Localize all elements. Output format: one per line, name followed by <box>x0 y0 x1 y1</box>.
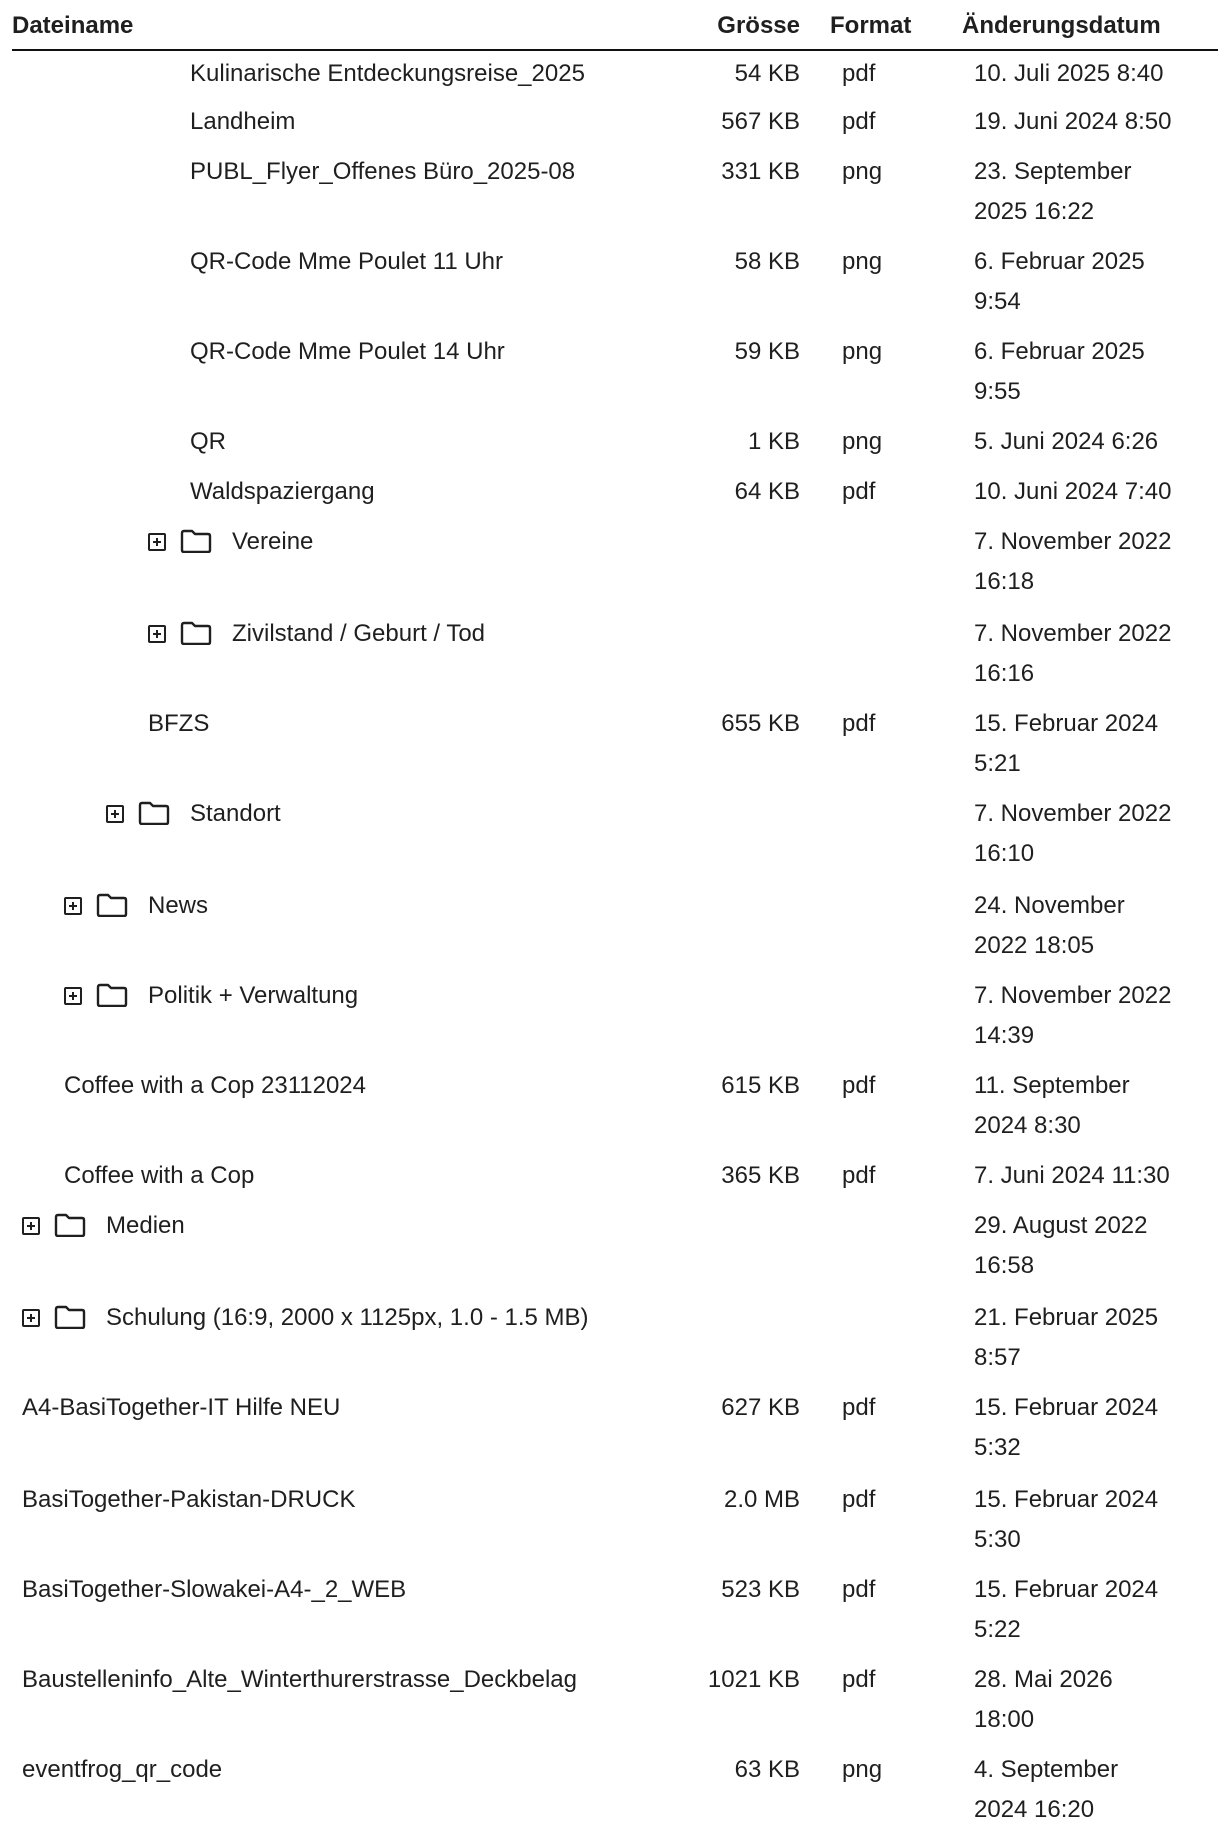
file-name[interactable]: Kulinarische Entdeckungsreise_2025 <box>190 60 585 87</box>
file-format: pdf <box>842 1576 876 1603</box>
file-size: 523 KB <box>721 1576 800 1603</box>
file-size: 63 KB <box>734 1756 800 1783</box>
file-format: png <box>842 158 883 185</box>
file-size: 2.0 MB <box>723 1486 800 1513</box>
folder-name[interactable]: Schulung (16:9, 2000 x 1125px, 1.0 - 1.5 MB) <box>106 1304 589 1331</box>
table-body <box>12 51 1218 1839</box>
table-row[interactable] <box>12 885 1218 975</box>
file-name[interactable]: BFZS <box>148 710 210 737</box>
expand-icon[interactable] <box>22 1309 40 1327</box>
table-row[interactable] <box>12 793 1218 885</box>
file-format: pdf <box>842 1072 876 1099</box>
table-row[interactable] <box>12 1479 1218 1569</box>
file-size: 655 KB <box>721 710 800 737</box>
file-format: png <box>842 338 883 365</box>
file-name[interactable]: eventfrog_qr_code <box>22 1756 223 1783</box>
file-name[interactable]: Coffee with a Cop <box>64 1162 255 1189</box>
folder-icon <box>54 1305 86 1329</box>
table-row[interactable] <box>12 1749 1218 1839</box>
file-date: 23. September 2025 16:22 <box>974 158 1132 225</box>
file-name[interactable]: BasiTogether-Slowakei-A4-_2_WEB <box>22 1576 407 1603</box>
folder-icon <box>180 529 212 553</box>
file-format: pdf <box>842 108 876 135</box>
expand-icon[interactable] <box>148 533 166 551</box>
expand-icon[interactable] <box>148 625 166 643</box>
folder-icon <box>54 1213 86 1237</box>
file-date: 7. November 2022 16:16 <box>974 620 1172 687</box>
folder-name[interactable]: News <box>148 892 209 919</box>
file-date: 7. Juni 2024 11:30 <box>974 1162 1170 1189</box>
expand-icon[interactable] <box>64 987 82 1005</box>
file-date: 19. Juni 2024 8:50 <box>974 108 1172 135</box>
table-row[interactable] <box>12 101 1218 151</box>
column-header-name[interactable]: Dateiname <box>12 12 134 39</box>
file-date: 7. November 2022 14:39 <box>974 982 1172 1049</box>
file-format: pdf <box>842 1162 876 1189</box>
file-name[interactable]: Landheim <box>190 108 296 135</box>
file-size: 615 KB <box>721 1072 800 1099</box>
expand-icon[interactable] <box>106 805 124 823</box>
file-date: 11. September 2024 8:30 <box>974 1072 1130 1139</box>
file-name[interactable]: QR-Code Mme Poulet 14 Uhr <box>190 338 505 365</box>
folder-icon <box>180 621 212 645</box>
table-header <box>12 0 1218 51</box>
file-name[interactable]: QR <box>190 428 226 455</box>
folder-name[interactable]: Vereine <box>232 528 314 555</box>
table-row[interactable] <box>12 1569 1218 1659</box>
file-format: pdf <box>842 1486 876 1513</box>
file-size: 54 KB <box>734 60 800 87</box>
file-format: pdf <box>842 710 876 737</box>
file-name[interactable]: QR-Code Mme Poulet 11 Uhr <box>190 248 504 275</box>
file-format: pdf <box>842 60 876 87</box>
file-name[interactable]: Waldspaziergang <box>190 478 375 505</box>
file-size: 58 KB <box>734 248 800 275</box>
folder-icon <box>96 983 128 1007</box>
file-name[interactable]: A4-BasiTogether-IT Hilfe NEU <box>22 1394 341 1421</box>
file-format: png <box>842 1756 883 1783</box>
file-date: 15. Februar 2024 5:21 <box>974 710 1159 777</box>
file-size: 365 KB <box>721 1162 800 1189</box>
file-format: pdf <box>842 1394 876 1421</box>
file-size: 567 KB <box>721 108 800 135</box>
file-name[interactable]: PUBL_Flyer_Offenes Büro_2025-08 <box>190 158 576 185</box>
file-size: 1 KB <box>747 428 800 455</box>
file-date: 7. November 2022 16:10 <box>974 800 1172 867</box>
table-row[interactable] <box>12 1297 1218 1387</box>
file-date: 5. Juni 2024 6:26 <box>974 428 1159 455</box>
table-row[interactable] <box>12 1659 1218 1749</box>
table-row[interactable] <box>12 421 1218 471</box>
file-date: 15. Februar 2024 5:30 <box>974 1486 1159 1553</box>
table-row[interactable] <box>12 51 1218 101</box>
table-row[interactable] <box>12 703 1218 793</box>
file-size: 64 KB <box>734 478 800 505</box>
folder-name[interactable]: Medien <box>106 1212 185 1239</box>
column-header-date[interactable]: Änderungsdatum <box>962 12 1161 39</box>
file-format: pdf <box>842 478 876 505</box>
file-date: 15. Februar 2024 5:22 <box>974 1576 1159 1643</box>
folder-name[interactable]: Standort <box>190 800 281 827</box>
file-name[interactable]: Coffee with a Cop 23112024 <box>64 1072 367 1099</box>
file-date: 6. Februar 2025 9:54 <box>974 248 1145 315</box>
table-row[interactable] <box>12 241 1218 331</box>
folder-icon <box>96 893 128 917</box>
file-name[interactable]: Baustelleninfo_Alte_Winterthurerstrasse_Deckbelag <box>22 1666 577 1693</box>
table-row[interactable] <box>12 975 1218 1065</box>
file-size: 331 KB <box>721 158 800 185</box>
file-date: 24. November 2022 18:05 <box>974 892 1125 959</box>
file-date: 10. Juli 2025 8:40 <box>974 60 1164 87</box>
file-format: pdf <box>842 1666 876 1693</box>
table-row[interactable] <box>12 151 1218 241</box>
table-row[interactable] <box>12 1205 1218 1297</box>
table-row[interactable] <box>12 1065 1218 1155</box>
table-row[interactable] <box>12 521 1218 613</box>
file-date: 10. Juni 2024 7:40 <box>974 478 1172 505</box>
file-size: 59 KB <box>734 338 800 365</box>
file-date: 15. Februar 2024 5:32 <box>974 1394 1159 1461</box>
folder-name[interactable]: Zivilstand / Geburt / Tod <box>232 620 486 647</box>
file-size: 1021 KB <box>707 1666 800 1693</box>
folder-icon <box>138 801 170 825</box>
table-row[interactable] <box>12 331 1218 421</box>
file-date: 7. November 2022 16:18 <box>974 528 1172 595</box>
file-size: 627 KB <box>721 1394 800 1421</box>
file-name[interactable]: BasiTogether-Pakistan-DRUCK <box>22 1486 356 1513</box>
column-header-format[interactable]: Format <box>830 12 912 39</box>
file-format: png <box>842 248 883 275</box>
column-header-size[interactable]: Grösse <box>717 12 800 39</box>
file-date: 21. Februar 2025 8:57 <box>974 1304 1159 1371</box>
table-row[interactable] <box>12 1155 1218 1205</box>
expand-icon[interactable] <box>22 1217 40 1235</box>
file-date: 29. August 2022 16:58 <box>974 1212 1148 1279</box>
file-format: png <box>842 428 883 455</box>
table-row[interactable] <box>12 613 1218 703</box>
table-row[interactable] <box>12 471 1218 521</box>
table-row[interactable] <box>12 1387 1218 1479</box>
file-date: 4. September 2024 16:20 <box>974 1756 1119 1823</box>
expand-icon[interactable] <box>64 897 82 915</box>
file-date: 28. Mai 2026 18:00 <box>974 1666 1113 1733</box>
folder-name[interactable]: Politik + Verwaltung <box>148 982 359 1009</box>
file-date: 6. Februar 2025 9:55 <box>974 338 1145 405</box>
